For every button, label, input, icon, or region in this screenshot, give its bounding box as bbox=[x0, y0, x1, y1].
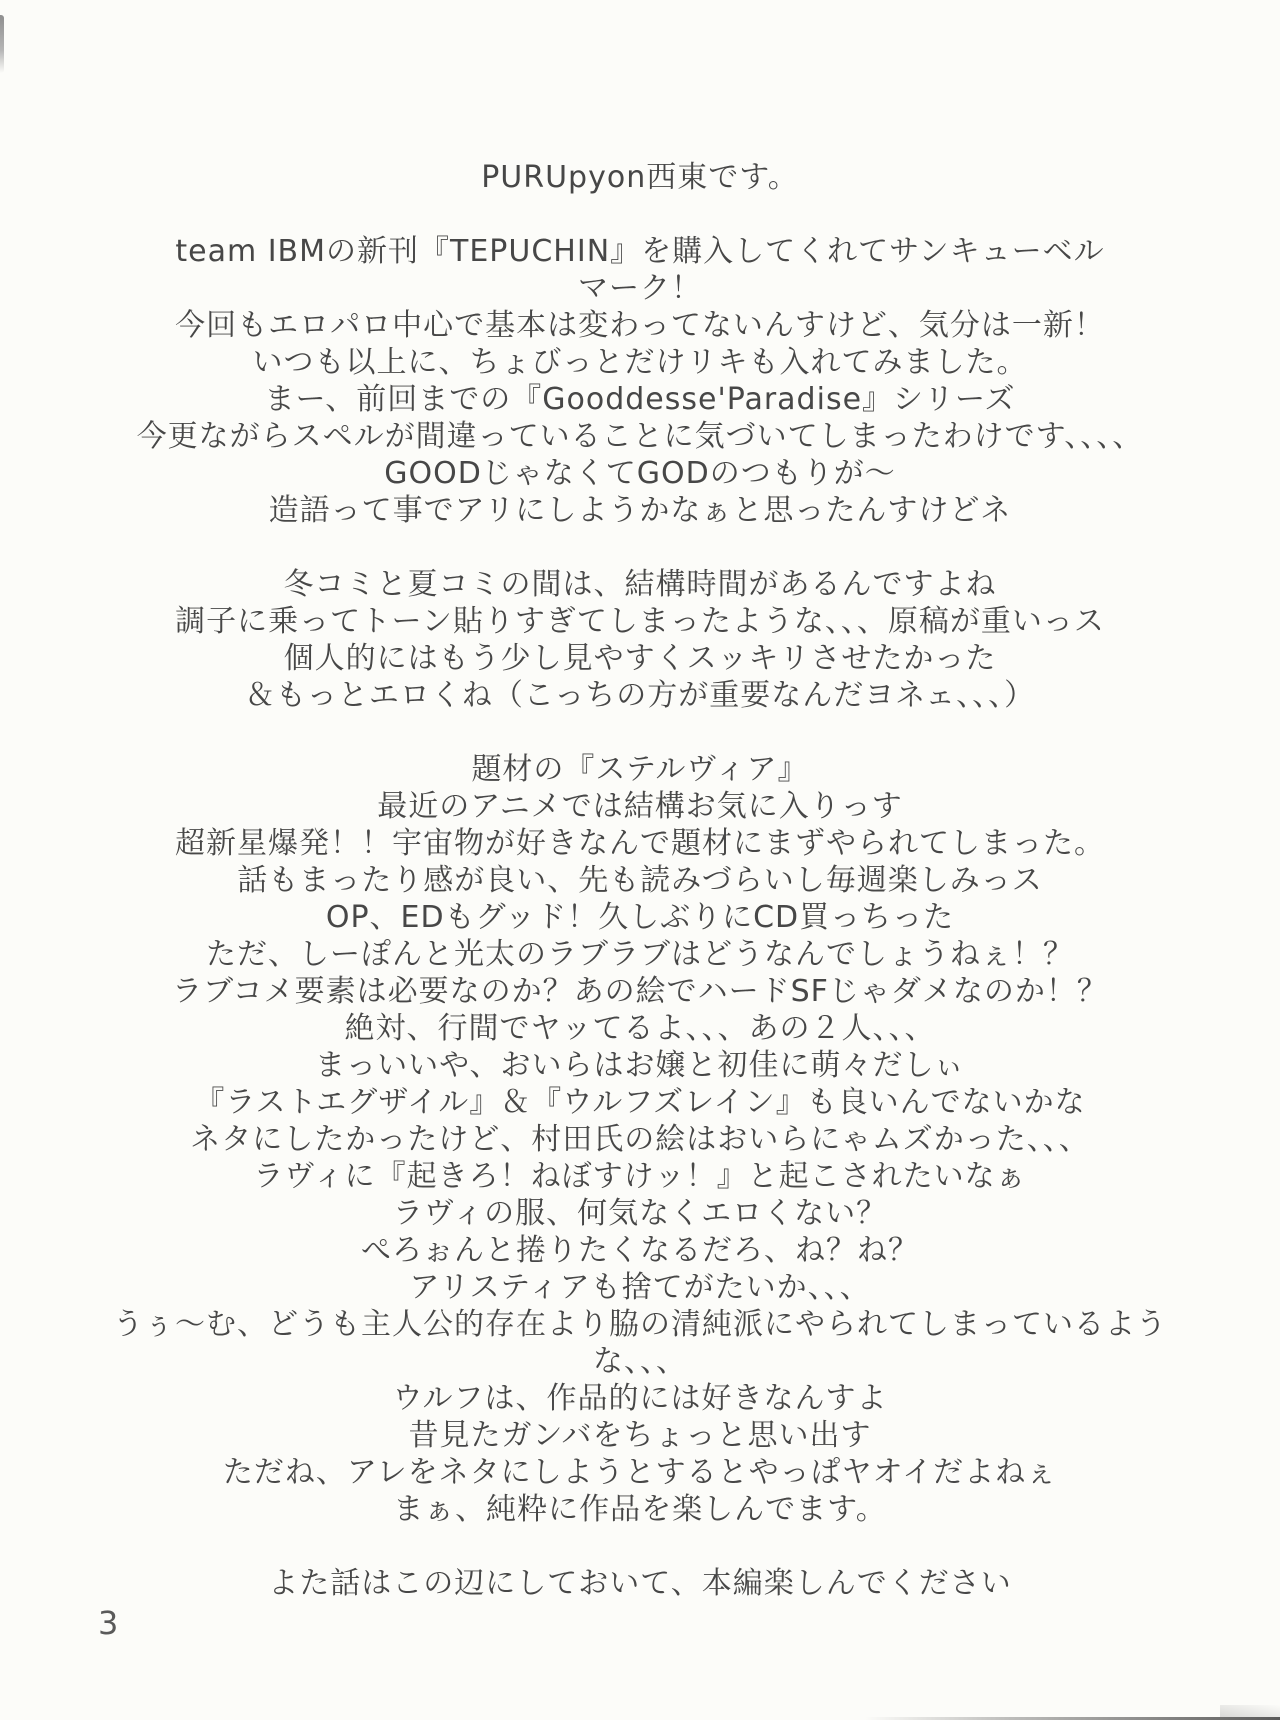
text-line: 最近のアニメでは結構お気に入りっす bbox=[377, 789, 903, 824]
text-line: 今回もエロパロ中心で基本は変わってないんすけど、気分は一新！ bbox=[175, 308, 1105, 343]
afterword-text-block bbox=[0, 159, 1280, 1602]
text-line-author: PURUpyon西東です。 bbox=[481, 160, 799, 195]
text-line-blank bbox=[0, 714, 1280, 751]
text-line: 今更ながらスペルが間違っていることに気づいてしまったわけです、、、、 bbox=[136, 419, 1144, 454]
text-line: な、、、 bbox=[593, 1344, 687, 1379]
text-line: うぅ〜む、どうも主人公的存在より脇の清純派にやられてしまっているよう bbox=[113, 1307, 1167, 1342]
text-line: マーク！ bbox=[578, 271, 702, 306]
text-line: team IBMの新刊『TEPUCHIN』を購入してくれてサンキューベル bbox=[175, 234, 1105, 269]
text-line: 超新星爆発！！宇宙物が好きなんで題材にまずやられてしまった。 bbox=[175, 826, 1105, 861]
text-line: アリスティアも捨てがたいか、、、 bbox=[409, 1270, 871, 1305]
text-line: いつも以上に、ちょびっとだけリキも入れてみました。 bbox=[252, 345, 1028, 380]
text-line: ただね、アレをネタにしようとするとやっぱヤオイだよねぇ bbox=[222, 1455, 1058, 1490]
text-line: 昔見たガンバをちょっと思い出す bbox=[408, 1418, 872, 1453]
text-line: ネタにしたかったけど、村田氏の絵はおいらにゃムズかった、、、 bbox=[190, 1122, 1090, 1157]
text-line: OP、EDもグッド！久しぶりにCD買っちった bbox=[325, 900, 955, 935]
text-line-blank bbox=[0, 196, 1280, 233]
text-line: 個人的にはもう少し見やすくスッキリさせたかった bbox=[283, 641, 997, 676]
text-line: 話もまったり感が良い、先も読みづらいし毎週楽しみっス bbox=[237, 863, 1043, 898]
text-line-blank bbox=[0, 1528, 1280, 1565]
text-line: まぁ、純粋に作品を楽しんでます。 bbox=[393, 1492, 887, 1527]
scan-artifact-bottom-smudge bbox=[1220, 1705, 1280, 1717]
text-line: ただ、しーぽんと光太のラブラブはどうなんでしょうねぇ！？ bbox=[206, 937, 1074, 972]
text-line: 『ラストエグザイル』＆『ウルフズレイン』も良いんでないかな bbox=[194, 1085, 1086, 1120]
text-line: ラヴィに『起きろ！ねぼすけッ！』と起こされたいなぁ bbox=[253, 1159, 1027, 1194]
text-line: ラブコメ要素は必要なのか？あの絵でハードSFじゃダメなのか！？ bbox=[172, 974, 1108, 1009]
text-line-closing: よた話はこの辺にしておいて、本編楽しんでください bbox=[268, 1566, 1012, 1601]
text-line-blank bbox=[0, 529, 1280, 566]
text-line: 絶対、行間でヤッてるよ、、、あの２人、、、 bbox=[344, 1011, 936, 1046]
text-line: まー、前回までの『Gooddesse'Paradise』シリーズ bbox=[264, 382, 1016, 417]
scan-artifact-left-edge bbox=[0, 15, 4, 73]
text-line: 題材の『ステルヴィア』 bbox=[471, 752, 809, 787]
text-line: ＆もっとエロくね（こっちの方が重要なんだヨネェ、、、） bbox=[244, 678, 1036, 713]
text-line: ラヴィの服、何気なくエロくない？ bbox=[392, 1196, 888, 1231]
text-line: 調子に乗ってトーン貼りすぎてしまったような、、、原稿が重いっス bbox=[175, 604, 1105, 639]
text-line: まっいいや、おいらはお嬢と初佳に萌々だしぃ bbox=[315, 1048, 965, 1083]
text-line: ぺろぉんと捲りたくなるだろ、ね？ね？ bbox=[361, 1233, 919, 1268]
text-line: ウルフは、作品的には好きなんすよ bbox=[392, 1381, 888, 1416]
text-line: 冬コミと夏コミの間は、結構時間があるんですよね bbox=[283, 567, 997, 602]
text-line: GOODじゃなくてGODのつもりが〜 bbox=[384, 456, 896, 491]
page-number: 3 bbox=[98, 1604, 119, 1642]
text-line: 造語って事でアリにしようかなぁと思ったんすけどネ bbox=[268, 493, 1012, 528]
